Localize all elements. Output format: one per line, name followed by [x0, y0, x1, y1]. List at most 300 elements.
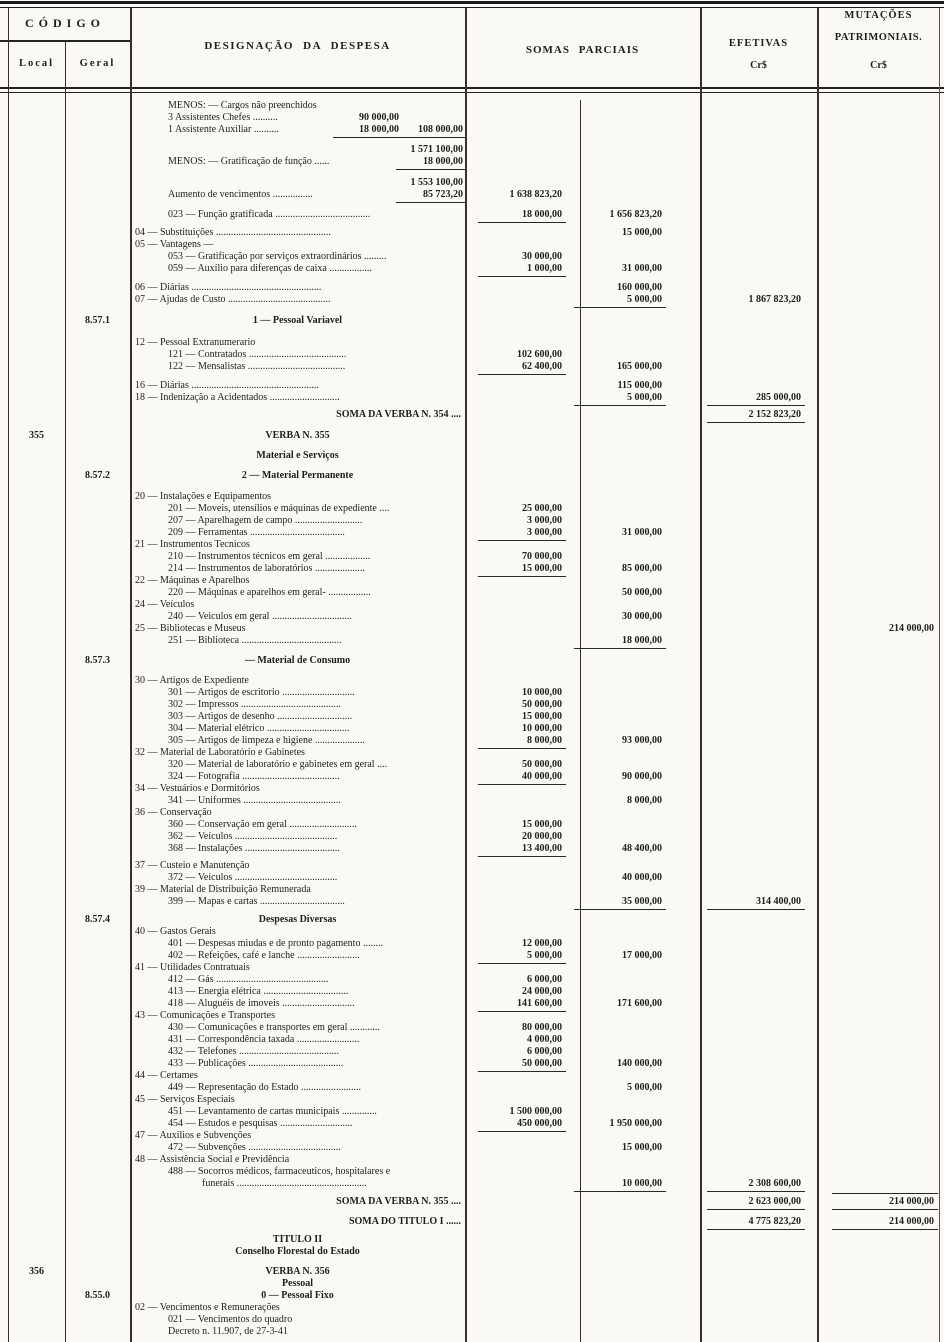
geral-code-cell [65, 1118, 130, 1130]
expense-label: 22 — Máquinas e Aparelhos [135, 575, 250, 586]
table-row [0, 124, 944, 136]
designacao-cell [130, 1278, 465, 1290]
soma-parcial-1-cell: 18 000,00 [465, 209, 580, 221]
designacao-cell [130, 515, 465, 527]
table-row [0, 380, 944, 392]
geral-code-cell [65, 974, 130, 986]
efetivas-cell [700, 711, 817, 723]
table-row [0, 1178, 944, 1190]
table-row [0, 1106, 944, 1118]
soma-parcial-1-cell: 50 000,00 [465, 1058, 580, 1070]
expense-label: MENOS: — Gratificação de função ...... [168, 156, 329, 167]
mutacoes-cell [817, 950, 940, 962]
local-code-cell [8, 771, 65, 783]
mutacoes-cell [817, 1046, 940, 1058]
mutacoes-cell [817, 998, 940, 1010]
designacao-cell [130, 239, 465, 251]
expense-label: 304 — Material elétrico ................................. [168, 723, 350, 734]
efetivas-cell [700, 575, 817, 587]
table-row [0, 735, 944, 747]
efetivas-cell: 2 152 823,20 [700, 409, 817, 421]
designacao-cell [130, 831, 465, 843]
expense-label: 25 — Bibliotecas e Museus [135, 623, 246, 634]
geral-code-cell: 8.57.3 [85, 655, 110, 666]
mutacoes-cell [817, 491, 940, 503]
geral-code-cell [65, 337, 130, 349]
geral-code-cell [65, 1216, 130, 1228]
table-row [0, 771, 944, 783]
table-row [0, 112, 944, 124]
local-code-cell [8, 759, 65, 771]
geral-code-cell [65, 144, 130, 156]
section-heading: 1 — Pessoal Variavel [252, 315, 343, 326]
geral-code-cell [65, 263, 130, 275]
soma-parcial-2-cell: 1 656 823,20 [609, 209, 662, 220]
table-row [0, 1246, 944, 1258]
local-code-cell [8, 872, 65, 884]
section-heading: TÍTULO II [272, 1234, 323, 1245]
designacao-cell [130, 1196, 465, 1208]
geral-code-cell [65, 1196, 130, 1208]
designacao-cell [130, 926, 465, 938]
geral-code-cell [65, 926, 130, 938]
table-row [0, 1022, 944, 1034]
inline-amount-col1: 18 000,00 [329, 124, 399, 136]
soma-parcial-2-cell: 10 000,00 [580, 1178, 700, 1190]
designacao-cell [130, 771, 465, 783]
geral-code-cell [65, 1266, 130, 1278]
mutacoes-cell [817, 144, 940, 156]
soma-parcial-2-cell: 90 000,00 [622, 771, 662, 782]
soma-parcial-1-cell: 70 000,00 [522, 551, 562, 562]
geral-code-cell [65, 1278, 130, 1290]
soma-parcial-1-cell [465, 1154, 580, 1166]
designacao-cell [130, 124, 465, 136]
mutacoes-cell [817, 962, 940, 974]
efetivas-cell [700, 539, 817, 551]
inline-amount-col1 [329, 189, 399, 201]
mutacoes-cell [817, 587, 940, 599]
local-code-cell [8, 100, 65, 112]
soma-parcial-2-cell [580, 723, 700, 735]
local-code-cell [8, 986, 65, 998]
efetivas-cell [700, 687, 817, 699]
local-code-cell [8, 189, 65, 201]
efetivas-cell [700, 1130, 817, 1142]
local-code-cell [8, 611, 65, 623]
designacao-cell [130, 872, 465, 884]
soma-parcial-1-cell [465, 783, 580, 795]
inline-amount-col1 [329, 144, 399, 156]
mutacoes-cell [817, 831, 940, 843]
soma-parcial-1-cell [465, 380, 580, 392]
expense-label: 431 — Correspondência taxada ......................... [168, 1034, 360, 1045]
section-heading: 0 — Pessoal Fixo [261, 1290, 334, 1301]
table-row [0, 687, 944, 699]
expense-label: 302 — Impressos ........................................ [168, 699, 342, 710]
soma-parcial-1-cell [465, 1278, 580, 1290]
local-code-cell [8, 1278, 65, 1290]
soma-parcial-2-cell [580, 938, 700, 950]
mutacoes-cell [817, 711, 940, 723]
geral-code-cell [65, 1178, 130, 1190]
geral-code-cell [65, 1302, 130, 1314]
soma-parcial-1-cell [465, 896, 580, 908]
mutacoes-cell [817, 860, 940, 872]
local-code-cell [8, 1094, 65, 1106]
soma-parcial-2-cell [580, 409, 700, 421]
table-row [0, 1010, 944, 1022]
soma-parcial-2-cell [580, 1216, 700, 1228]
efetivas-cell [700, 1166, 817, 1178]
designacao-cell [130, 1022, 465, 1034]
section-heading: Despesas Diversas [258, 914, 337, 925]
efetivas-cell [700, 189, 817, 201]
sum-label: SOMA DO TITULO I ...... [348, 1216, 461, 1227]
mutacoes-cell [817, 1278, 940, 1290]
efetivas-cell: 285 000,00 [700, 392, 817, 404]
mutacoes-cell [817, 974, 940, 986]
mutacoes-cell [817, 539, 940, 551]
table-row [0, 361, 944, 373]
expense-label: 36 — Conservação [135, 807, 212, 818]
efetivas-cell [700, 450, 817, 462]
expense-label: 399 — Mapas e cartas .................................. [168, 896, 345, 907]
mutacoes-cell [817, 380, 940, 392]
soma-parcial-2-cell [580, 1290, 700, 1302]
designacao-cell [130, 1010, 465, 1022]
designacao-cell [130, 1130, 465, 1142]
mutacoes-column-header-line2: PATRIMONIAIS. [834, 32, 923, 43]
expense-label: 47 — Auxílios e Subvenções [135, 1130, 252, 1141]
designacao-cell [130, 1106, 465, 1118]
mutacoes-cell [817, 1058, 940, 1070]
section-heading: VERBA N. 355 [265, 430, 330, 441]
expense-label: 360 — Conservação em geral ........................... [168, 819, 357, 830]
soma-parcial-1-cell: 12 000,00 [522, 938, 562, 949]
soma-parcial-2-cell: 171 600,00 [617, 998, 662, 1009]
table-row [0, 807, 944, 819]
soma-parcial-2-cell [580, 675, 700, 687]
mutacoes-cell [817, 315, 940, 327]
table-row [0, 884, 944, 896]
local-code-cell [8, 1022, 65, 1034]
soma-parcial-1-cell: 24 000,00 [522, 986, 562, 997]
local-code-cell [8, 409, 65, 421]
table-row [0, 914, 944, 926]
efetivas-cell [700, 491, 817, 503]
geral-code-cell [65, 1034, 130, 1046]
local-code-cell [8, 294, 65, 306]
local-code-cell [8, 263, 65, 275]
designacao-cell [130, 986, 465, 998]
soma-parcial-1-cell [465, 337, 580, 349]
efetivas-cell [700, 1022, 817, 1034]
soma-parcial-1-cell [465, 1178, 580, 1190]
expense-label: Decreto n. 11.907, de 27-3-41 [168, 1326, 288, 1337]
soma-parcial-1-cell: 8 000,00 [465, 735, 580, 747]
local-code-cell [8, 699, 65, 711]
local-code-cell [8, 998, 65, 1010]
table-row [0, 1278, 944, 1290]
soma-parcial-1-cell [465, 1010, 580, 1022]
efetivas-cell [700, 635, 817, 647]
designacao-cell [130, 227, 465, 239]
soma-parcial-2-cell: 93 000,00 [622, 735, 662, 746]
soma-parcial-2-cell [580, 711, 700, 723]
soma-parcial-1-cell [465, 239, 580, 251]
soma-parcial-2-cell [580, 1106, 700, 1118]
geral-code-cell [65, 1314, 130, 1326]
soma-parcial-2-cell [580, 100, 700, 112]
efetivas-cell [700, 1034, 817, 1046]
soma-parcial-1-cell: 40 000,00 [465, 771, 580, 783]
efetivas-cell [700, 723, 817, 735]
soma-parcial-2-cell [580, 1022, 700, 1034]
efetivas-cell [700, 1094, 817, 1106]
mutacoes-cell [817, 1034, 940, 1046]
table-row [0, 926, 944, 938]
soma-parcial-2-cell [580, 349, 700, 361]
designacao-cell [130, 1290, 465, 1302]
soma-parcial-1-cell: 6 000,00 [527, 974, 562, 985]
soma-parcial-2-cell [580, 1166, 700, 1178]
designacao-column-header: DESIGNAÇÃO DA DESPESA [204, 40, 391, 52]
table-row [0, 723, 944, 735]
expense-label: 451 — Levantamento de cartas municipais .............. [168, 1106, 377, 1117]
designacao-cell [130, 747, 465, 759]
geral-code-cell [65, 450, 130, 462]
geral-code-cell [65, 783, 130, 795]
expense-label: 07 — Ajudas de Custo ......................................... [135, 294, 331, 305]
soma-parcial-1-cell [465, 539, 580, 551]
expense-label: 1 Assistente Auxiliar .......... [168, 124, 279, 135]
local-code-cell [8, 551, 65, 563]
efetivas-column-header: EFETIVAS [728, 38, 789, 49]
mutacoes-cell [817, 807, 940, 819]
inline-amount-col1: 90 000,00 [359, 112, 399, 123]
soma-parcial-1-cell [465, 430, 580, 442]
mutacoes-cell [817, 759, 940, 771]
soma-parcial-1-cell [465, 926, 580, 938]
table-row [0, 998, 944, 1010]
expense-label: 02 — Vencimentos e Remunerações [135, 1302, 280, 1313]
soma-parcial-2-cell [580, 831, 700, 843]
soma-parcial-2-cell [580, 1034, 700, 1046]
geral-code-cell [65, 986, 130, 998]
local-code-cell [8, 1010, 65, 1022]
soma-parcial-2-cell [580, 962, 700, 974]
local-code-cell [8, 527, 65, 539]
soma-parcial-1-cell: 102 600,00 [517, 349, 562, 360]
efetivas-cell [700, 1046, 817, 1058]
soma-parcial-2-cell: 30 000,00 [622, 611, 662, 622]
expense-label: 209 — Ferramentas ...................................... [168, 527, 345, 538]
designacao-cell [130, 263, 465, 275]
designacao-cell [130, 100, 465, 112]
designacao-cell [130, 807, 465, 819]
designacao-cell [130, 1070, 465, 1082]
table-row [0, 843, 944, 855]
mutacoes-cell [817, 1234, 940, 1246]
table-row [0, 1326, 944, 1338]
geral-code-cell [65, 635, 130, 647]
designacao-cell [130, 1326, 465, 1338]
geral-code-cell [65, 759, 130, 771]
soma-parcial-1-cell [465, 860, 580, 872]
soma-parcial-2-cell [580, 807, 700, 819]
expense-label: 023 — Função gratificada ...................................... [168, 209, 371, 220]
table-row [0, 251, 944, 263]
local-code-cell [8, 177, 65, 189]
mutacoes-cell [817, 563, 940, 575]
inline-amount-col2: 108 000,00 [399, 124, 465, 136]
soma-parcial-2-cell: 50 000,00 [622, 587, 662, 598]
top-border-rule [0, 1, 944, 8]
geral-code-cell [65, 1070, 130, 1082]
mutacoes-cell [817, 239, 940, 251]
table-row [0, 711, 944, 723]
efetivas-cell [700, 380, 817, 392]
local-code-cell [8, 623, 65, 635]
table-row [0, 1130, 944, 1142]
table-row [0, 409, 944, 421]
soma-parcial-2-cell: 5 000,00 [580, 392, 700, 404]
table-row [0, 209, 944, 221]
soma-parcial-1-cell [465, 807, 580, 819]
expense-label: 04 — Substituições .............................................. [135, 227, 331, 238]
expense-label: 402 — Refeições, café e lanche ......................... [168, 950, 360, 961]
designacao-cell [130, 699, 465, 711]
geral-code-cell [65, 747, 130, 759]
soma-parcial-1-cell [465, 124, 580, 136]
designacao-cell [130, 294, 465, 306]
local-code-cell [8, 515, 65, 527]
geral-code-cell [65, 527, 130, 539]
local-code-cell [8, 587, 65, 599]
table-row [0, 1046, 944, 1058]
geral-code-cell [65, 1022, 130, 1034]
geral-code-cell [65, 623, 130, 635]
geral-code-cell [65, 361, 130, 373]
soma-parcial-2-cell [580, 156, 700, 168]
soma-parcial-1-cell [465, 1094, 580, 1106]
efetivas-cell [700, 655, 817, 667]
designacao-cell [130, 675, 465, 687]
mutacoes-cell [817, 747, 940, 759]
soma-parcial-2-cell [580, 539, 700, 551]
designacao-cell [130, 1314, 465, 1326]
mutacoes-cell [817, 251, 940, 263]
soma-parcial-1-cell [465, 1302, 580, 1314]
mutacoes-cell: 214 000,00 [817, 1196, 940, 1208]
local-code-cell [8, 1314, 65, 1326]
designacao-cell [130, 209, 465, 221]
mutacoes-cell [817, 926, 940, 938]
efetivas-cell [700, 156, 817, 168]
mutacoes-currency-unit: Cr$ [870, 60, 887, 71]
designacao-cell [130, 950, 465, 962]
mutacoes-cell [817, 527, 940, 539]
expense-label: 488 — Socorros médicos, farmaceuticos, hospitalares e [168, 1166, 391, 1177]
table-row [0, 144, 944, 156]
expense-label: 301 — Artigos de escritorio ............................. [168, 687, 355, 698]
efetivas-cell [700, 860, 817, 872]
soma-parcial-1-cell: 20 000,00 [522, 831, 562, 842]
designacao-cell [130, 450, 465, 462]
soma-parcial-2-cell [580, 986, 700, 998]
soma-parcial-1-cell [465, 156, 580, 168]
geral-code-cell [65, 1166, 130, 1178]
soma-parcial-2-cell [580, 315, 700, 327]
expense-label: 18 — Indenização a Acidentados ............................ [135, 392, 340, 403]
expense-label: Aumento de vencimentos ................ [168, 189, 313, 200]
soma-parcial-2-cell: 17 000,00 [622, 950, 662, 961]
efetivas-cell [700, 227, 817, 239]
soma-parcial-1-cell: 25 000,00 [522, 503, 562, 514]
geral-code-cell [65, 392, 130, 404]
mutacoes-cell [817, 635, 940, 647]
soma-parcial-1-cell [465, 1290, 580, 1302]
designacao-cell [130, 1058, 465, 1070]
local-code-cell [8, 1046, 65, 1058]
efetivas-cell [700, 735, 817, 747]
soma-parcial-2-cell [580, 1302, 700, 1314]
somas-parciais-column-header: SOMAS PARCIAIS [525, 44, 640, 56]
efetivas-cell [700, 144, 817, 156]
efetivas-cell [700, 771, 817, 783]
mutacoes-cell [817, 1178, 940, 1190]
soma-parcial-1-cell [465, 872, 580, 884]
soma-parcial-2-cell [580, 623, 700, 635]
local-code-cell [8, 470, 65, 482]
soma-parcial-1-cell: 10 000,00 [522, 723, 562, 734]
expense-label: 40 — Gastos Gerais [135, 926, 216, 937]
table-row [0, 263, 944, 275]
local-code-cell [8, 1154, 65, 1166]
designacao-cell [130, 1302, 465, 1314]
geral-code-cell [65, 938, 130, 950]
table-row [0, 795, 944, 807]
sum-label: SOMA DA VERBA N. 354 .... [336, 409, 461, 420]
soma-parcial-1-cell: 1 638 823,20 [509, 189, 562, 200]
efetivas-cell [700, 1302, 817, 1314]
efetivas-cell [700, 807, 817, 819]
geral-code-cell [65, 831, 130, 843]
local-code-cell [8, 896, 65, 908]
geral-code-cell [65, 771, 130, 783]
mutacoes-cell [817, 1290, 940, 1302]
designacao-cell [130, 503, 465, 515]
local-code-cell [8, 251, 65, 263]
table-row [0, 1302, 944, 1314]
geral-code-cell [65, 1326, 130, 1338]
soma-parcial-2-cell [580, 1314, 700, 1326]
mutacoes-cell [817, 177, 940, 189]
expense-label: 05 — Vantagens — [135, 239, 214, 250]
table-row [0, 1142, 944, 1154]
soma-parcial-1-cell [465, 177, 580, 189]
designacao-cell [130, 860, 465, 872]
local-code-cell [8, 124, 65, 136]
soma-parcial-1-cell [465, 675, 580, 687]
efetivas-cell: 2 623 000,00 [700, 1196, 817, 1208]
designacao-cell [130, 896, 465, 908]
geral-code-cell [65, 491, 130, 503]
soma-parcial-1-cell: 141 600,00 [465, 998, 580, 1010]
geral-code-cell [65, 711, 130, 723]
efetivas-cell [700, 819, 817, 831]
